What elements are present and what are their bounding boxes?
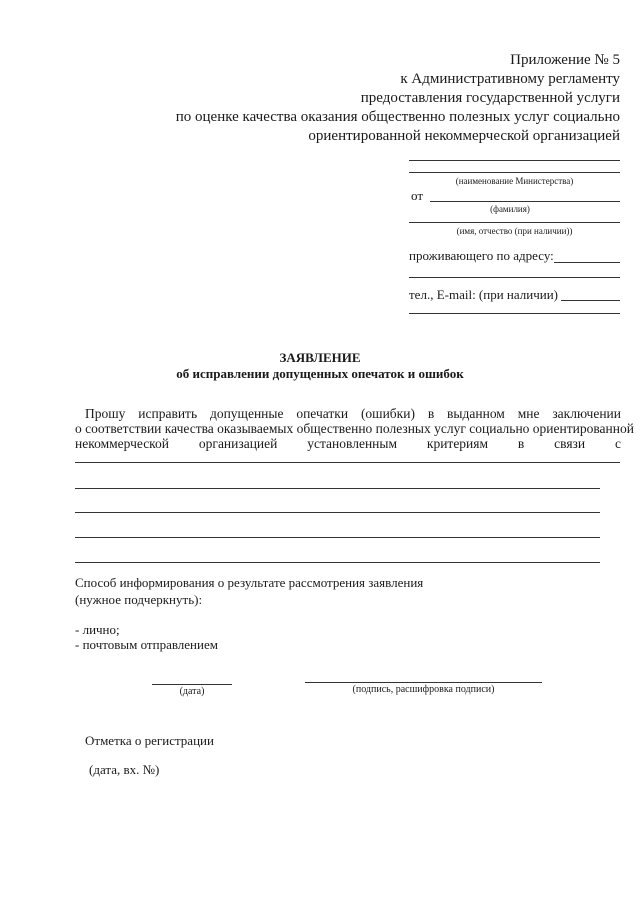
contact-line-2 [409, 313, 620, 314]
body-line-1: Прошу исправить допущенные опечатки (ошибки) в выданном мне заключении [85, 406, 621, 421]
option-by-mail: - почтовым отправлением [75, 637, 218, 652]
ministry-line-2 [409, 172, 620, 173]
registration-details: (дата, вх. №) [89, 762, 160, 777]
notification-hint: (нужное подчеркнуть): [75, 592, 203, 607]
name-caption: (имя, отчество (при наличии)) [456, 226, 573, 236]
address-line-2 [409, 277, 620, 278]
body-line-2: о соответствии качества оказываемых общественно полезных услуг социально ориентированной [75, 421, 634, 436]
contact-line-1 [561, 300, 620, 301]
organization-reference: ориентированной некоммерческой организацией [308, 128, 620, 144]
document-title: ЗАЯВЛЕНИЕ [279, 350, 361, 365]
surname-caption: (фамилия) [490, 204, 530, 214]
notification-method-label: Способ информирования о результате рассмотрения заявления [75, 575, 424, 590]
signature-caption: (подпись, расшифровка подписи) [352, 684, 495, 695]
surname-line [430, 201, 620, 202]
date-caption: (дата) [179, 686, 205, 697]
service-reference: предоставления государственной услуги [360, 90, 620, 106]
ministry-line-1 [409, 160, 620, 161]
regulation-reference: к Административному регламенту [400, 71, 620, 87]
reason-line-2 [75, 488, 600, 489]
option-in-person: - лично; [75, 622, 120, 637]
reason-line-3 [75, 512, 600, 513]
reason-line-1 [75, 462, 620, 463]
appendix-number: Приложение № 5 [510, 52, 620, 68]
reason-line-5 [75, 562, 600, 563]
registration-label: Отметка о регистрации [85, 733, 214, 748]
reason-line-4 [75, 537, 600, 538]
signature-line [305, 682, 542, 683]
address-label: проживающего по адресу: [409, 248, 554, 263]
address-line-1 [554, 262, 620, 263]
body-line-3: некоммерческой организацией установленным критериям в связи с [75, 436, 621, 451]
contact-label: тел., E-mail: (при наличии) [409, 287, 558, 302]
date-line [152, 684, 232, 685]
ministry-caption: (наименование Министерства) [455, 176, 574, 186]
from-label: от [411, 188, 424, 203]
document-subtitle: об исправлении допущенных опечаток и ошибок [176, 366, 464, 381]
name-line [409, 222, 620, 223]
evaluation-reference: по оценке качества оказания общественно полезных услуг социально [175, 109, 620, 125]
